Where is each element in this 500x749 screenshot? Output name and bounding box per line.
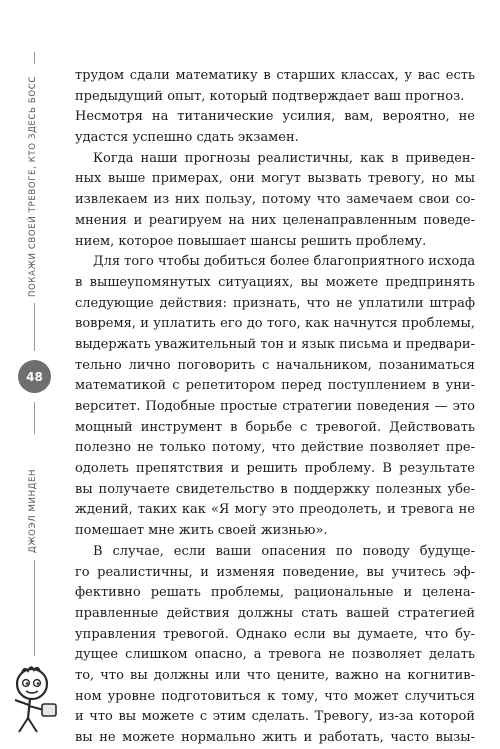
text-line: управления тревогой. Однако если вы думаете, что бу-	[75, 626, 475, 642]
text-line: математикой с репетитором перед поступлением в уни-	[75, 378, 475, 394]
stick-figure-mascot-icon	[6, 664, 62, 736]
text-line: удастся успешно сдать экзамен.	[75, 130, 299, 146]
text-line: ных выше примерах, они могут вызвать тревогу, но мы	[75, 171, 475, 187]
margin-rule	[34, 560, 35, 656]
text-line: одолеть препятствия и решить проблему. В результате	[75, 461, 475, 477]
text-line: следующие действия: признать, что не уплатили штраф	[75, 295, 475, 311]
text-line: Для того чтобы добиться более благоприятного исхода	[93, 254, 476, 270]
text-line: верситет. Подобные простые стратегии поведения — это	[75, 399, 475, 414]
text-line: вовремя, и уплатить его до того, как начнутся проблемы,	[75, 316, 475, 332]
text-line: го реалистичны, и изменяя поведение, вы учитесь эф-	[75, 564, 475, 580]
text-line: выдержать уважительный тон и язык письма и предвари-	[75, 336, 475, 352]
text-line: вы получаете свидетельство в поддержку полезных убе-	[75, 481, 475, 497]
running-head-margin	[0, 0, 60, 743]
text-line: ном уровне подготовиться к тому, что может случиться	[75, 688, 475, 704]
text-line: дущее слишком опасно, а тревога не позволяет делать	[75, 647, 475, 663]
margin-rule	[34, 402, 35, 434]
text-line: извлекаем из них пользу, потому что замечаем свои со-	[75, 192, 475, 208]
body-text	[75, 66, 475, 749]
margin-rule	[34, 303, 35, 351]
text-line: трудом сдали математику в старших классах, у вас есть	[75, 68, 475, 83]
author-running-head: ДЖОЭЛ МИНДЕН	[28, 468, 38, 553]
text-line: фективно решать проблемы, рациональные и целена-	[75, 585, 475, 601]
text-line: Несмотря на титанические усилия, вам, вероятно, не	[75, 109, 475, 125]
text-line: мощный инструмент в борьбе с тревогой. Действовать	[75, 419, 475, 435]
text-line: Когда наши прогнозы реалистичны, как в приведен-	[93, 150, 475, 166]
text-line: в вышеупомянутых ситуациях, вы можете предпринять	[75, 274, 475, 290]
text-line: то, что вы должны или что цените, важно на когнитив-	[75, 667, 475, 683]
text-line: ждений, таких как «Я могу это преодолеть, и тревога не	[75, 502, 475, 518]
text-line: нием, которое повышает шансы решить проблему.	[75, 233, 427, 249]
margin-rule	[34, 52, 35, 64]
text-line: вы не можете нормально жить и работать, часто вызы-	[75, 730, 475, 745]
text-line: В случае, если ваши опасения по поводу будуще-	[93, 543, 475, 559]
text-line: и что вы можете с этим сделать. Тревогу, из-за которой	[75, 709, 475, 725]
text-line: правленные действия должны стать вашей стратегией	[75, 605, 475, 621]
page-number-badge: 48	[18, 360, 51, 393]
book-title-running-head: ПОКАЖИ СВОЕЙ ТРЕВОГЕ, КТО ЗДЕСЬ БОСС	[28, 76, 38, 297]
text-line: полезно не только потому, что действие позволяет пре-	[75, 440, 475, 456]
text-line: помешает мне жить своей жизнью».	[75, 523, 328, 539]
text-line: предыдущий опыт, который подтверждает ваш прогноз.	[75, 88, 465, 104]
text-line: мнения и реагируем на них целенаправленным поведе-	[75, 212, 475, 228]
text-line: тельно лично поговорить с начальником, позаниматься	[75, 357, 475, 373]
